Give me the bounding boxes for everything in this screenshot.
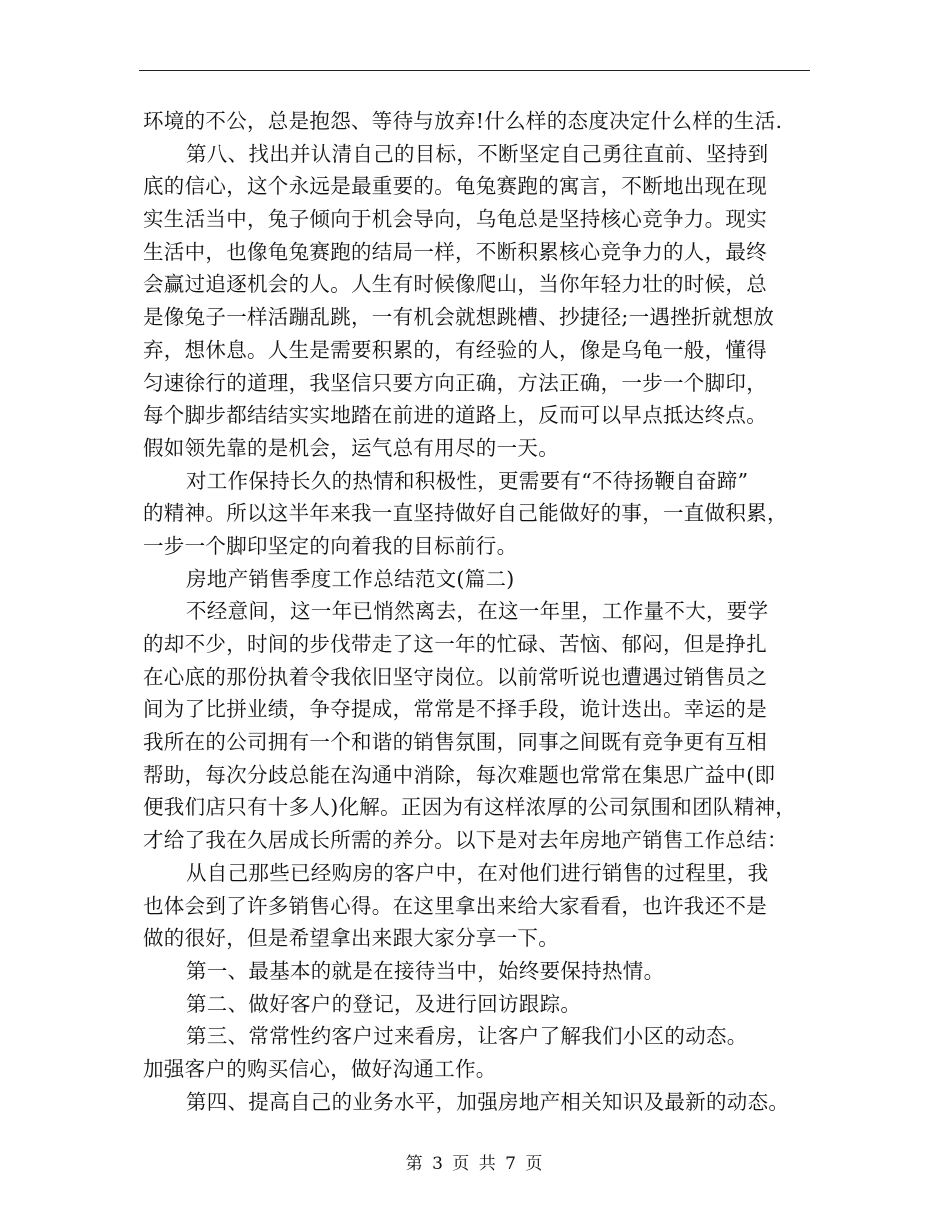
header-rule (139, 70, 810, 71)
text-line: 第二、做好客户的登记，及进行回访跟踪。 (186, 991, 582, 1016)
section-heading: 房地产销售季度工作总结范文(篇二) (186, 566, 515, 591)
text-line: 做的很好，但是希望拿出来跟大家分享一下。 (143, 926, 559, 951)
text-line: 从自己那些已经购房的客户中，在对他们进行销售的过程里，我 (186, 860, 769, 885)
page-number: 第 3 页 共 7 页 (405, 1154, 545, 1174)
text-line: 弃，想休息。人生是需要积累的，有经验的人，像是乌龟一般，懂得 (143, 337, 767, 362)
text-line: 的精神。所以这半年来我一直坚持做好自己能做好的事，一直做积累， (143, 501, 788, 526)
text-line: 才给了我在久居成长所需的养分。以下是对去年房地产销售工作总结： (143, 828, 788, 853)
text-line: 第四、提高自己的业务水平，加强房地产相关知识及最新的动态。 (186, 1089, 790, 1114)
text-line: 环境的不公，总是抱怨、等待与放弃!什么样的态度决定什么样的生活. (143, 109, 783, 133)
text-line: 加强客户的购买信心，做好沟通工作。 (143, 1056, 497, 1081)
text-line: 不经意间，这一年已悄然离去，在这一年里，工作量不大，要学 (186, 599, 769, 624)
text-line: 也体会到了许多销售心得。在这里拿出来给大家看看，也许我还不是 (143, 893, 767, 918)
text-line: 在心底的那份执着令我依旧坚守岗位。以前常听说也遭遇过销售员之 (143, 664, 767, 689)
text-line: 第一、最基本的就是在接待当中，始终要保持热情。 (186, 958, 665, 983)
text-line: 实生活当中，兔子倾向于机会导向，乌龟总是坚持核心竞争力。现实 (143, 207, 767, 232)
text-line: 第三、常常性约客户过来看房，让客户了解我们小区的动态。 (186, 1024, 748, 1049)
text-line: 帮助，每次分歧总能在沟通中消除，每次难题也常常在集思广益中(即 (143, 762, 776, 787)
text-line: 假如领先靠的是机会，运气总有用尽的一天。 (143, 435, 559, 460)
text-line: 底的信心，这个永远是最重要的。龟兔赛跑的寓言，不断地出现在现 (143, 174, 767, 199)
body-text (143, 105, 815, 1118)
text-line: 我所在的公司拥有一个和谐的销售氛围，同事之间既有竞争更有互相 (143, 730, 767, 755)
text-line: 会赢过追逐机会的人。人生有时候像爬山，当你年轻力壮的时候，总 (143, 272, 767, 297)
text-line: 第八、找出并认清自己的目标，不断坚定自己勇往直前、坚持到 (186, 141, 769, 166)
text-line: 对工作保持长久的热情和积极性，更需要有“不待扬鞭自奋蹄” (186, 468, 749, 493)
text-line: 每个脚步都结结实实地踏在前进的道路上，反而可以早点抵达终点。 (143, 403, 767, 428)
text-line: 间为了比拼业绩，争夺提成，常常是不择手段，诡计迭出。幸运的是 (143, 697, 767, 722)
text-line: 匀速徐行的道理，我坚信只要方向正确，方法正确，一步一个脚印， (143, 370, 767, 395)
text-line: 一步一个脚印坚定的向着我的目标前行。 (143, 533, 518, 558)
text-line: 便我们店只有十多人)化解。正因为有这样浓厚的公司氛围和团队精神， (143, 795, 797, 820)
text-line: 是像兔子一样活蹦乱跳，一有机会就想跳槽、抄捷径;一遇挫折就想放 (143, 305, 775, 330)
text-line: 的却不少，时间的步伐带走了这一年的忙碌、苦恼、郁闷，但是挣扎 (143, 632, 767, 656)
text-line: 生活中，也像龟兔赛跑的结局一样，不断积累核心竞争力的人，最终 (143, 239, 767, 264)
